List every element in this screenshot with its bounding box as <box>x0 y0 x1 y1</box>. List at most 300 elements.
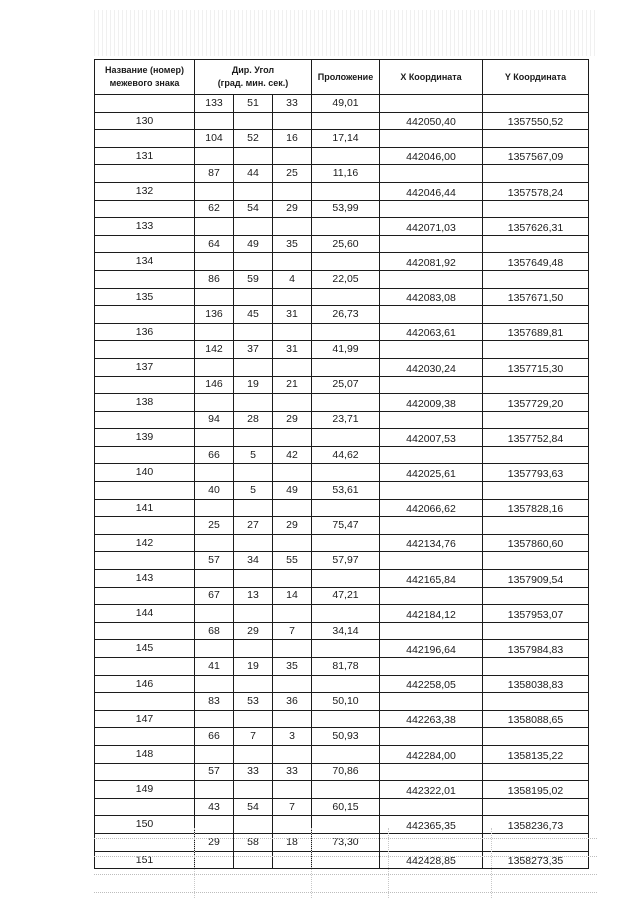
angle-degrees-cell: 86 <box>195 270 234 288</box>
y-coordinate-cell <box>483 130 589 148</box>
x-coordinate-cell <box>380 552 483 570</box>
angle-seconds-cell <box>273 675 312 693</box>
angle-minutes-cell: 58 <box>234 833 273 851</box>
angle-seconds-cell <box>273 534 312 552</box>
distance-cell <box>312 640 380 658</box>
angle-minutes-cell: 7 <box>234 728 273 746</box>
angle-minutes-cell: 45 <box>234 306 273 324</box>
mark-number: 147 <box>135 712 154 725</box>
angle-degrees-cell: 146 <box>195 376 234 394</box>
x-coordinate-cell: 442263,38 <box>380 710 483 728</box>
angle-degrees-cell <box>195 218 234 236</box>
distance-cell <box>312 288 380 306</box>
header-distance: Проложение <box>312 60 380 95</box>
mark-number: 146 <box>135 677 154 690</box>
angle-degrees-cell: 64 <box>195 235 234 253</box>
distance-cell: 49,01 <box>312 95 380 113</box>
angle-minutes-cell <box>234 429 273 447</box>
angle-minutes-cell: 34 <box>234 552 273 570</box>
angle-seconds-cell: 16 <box>273 130 312 148</box>
table-header-row <box>95 60 589 95</box>
mark-number: 150 <box>135 818 154 831</box>
segment-row <box>95 693 589 711</box>
angle-degrees-cell <box>195 745 234 763</box>
y-coordinate-cell: 1358273,35 <box>483 851 589 869</box>
angle-minutes-cell <box>234 745 273 763</box>
angle-seconds-cell: 7 <box>273 622 312 640</box>
y-coordinate-cell: 1358038,83 <box>483 675 589 693</box>
angle-degrees-cell: 133 <box>195 95 234 113</box>
segment-row <box>95 270 589 288</box>
y-coordinate-cell <box>483 728 589 746</box>
y-coordinate-cell: 1357578,24 <box>483 182 589 200</box>
angle-minutes-cell <box>234 218 273 236</box>
distance-cell: 50,93 <box>312 728 380 746</box>
x-coordinate-cell: 442081,92 <box>380 253 483 271</box>
angle-degrees-cell <box>195 605 234 623</box>
angle-minutes-cell <box>234 323 273 341</box>
mark-name-cell <box>95 411 195 429</box>
distance-cell: 26,73 <box>312 306 380 324</box>
distance-cell: 41,99 <box>312 341 380 359</box>
distance-cell <box>312 710 380 728</box>
angle-minutes-cell <box>234 781 273 799</box>
header-angle-line2: (град. мин. сек.) <box>217 78 289 88</box>
y-coordinate-cell <box>483 482 589 500</box>
angle-seconds-cell <box>273 112 312 130</box>
distance-cell <box>312 112 380 130</box>
angle-minutes-cell: 49 <box>234 235 273 253</box>
boundary-mark-row <box>95 675 589 693</box>
x-coordinate-cell <box>380 130 483 148</box>
angle-minutes-cell: 28 <box>234 411 273 429</box>
distance-cell: 25,60 <box>312 235 380 253</box>
boundary-mark-row <box>95 112 589 130</box>
distance-cell: 22,05 <box>312 270 380 288</box>
segment-row <box>95 587 589 605</box>
mark-name-cell <box>95 499 195 517</box>
angle-minutes-cell: 19 <box>234 376 273 394</box>
angle-degrees-cell <box>195 570 234 588</box>
mark-number: 139 <box>135 431 154 444</box>
mark-name-cell <box>95 745 195 763</box>
angle-degrees-cell <box>195 323 234 341</box>
angle-degrees-cell: 62 <box>195 200 234 218</box>
boundary-mark-row <box>95 323 589 341</box>
y-coordinate-cell: 1357860,60 <box>483 534 589 552</box>
mark-name-cell <box>95 95 195 113</box>
y-coordinate-cell <box>483 658 589 676</box>
angle-seconds-cell <box>273 605 312 623</box>
distance-cell <box>312 464 380 482</box>
distance-cell: 47,21 <box>312 587 380 605</box>
angle-seconds-cell <box>273 323 312 341</box>
x-coordinate-cell <box>380 411 483 429</box>
x-coordinate-cell <box>380 728 483 746</box>
boundary-mark-row <box>95 147 589 165</box>
y-coordinate-cell: 1357649,48 <box>483 253 589 271</box>
angle-seconds-cell <box>273 640 312 658</box>
mark-name-cell <box>95 165 195 183</box>
y-coordinate-cell <box>483 552 589 570</box>
mark-name-cell <box>95 763 195 781</box>
header-x-coordinate: X Координата <box>380 60 483 95</box>
y-coordinate-cell <box>483 763 589 781</box>
angle-seconds-cell <box>273 710 312 728</box>
x-coordinate-cell: 442165,84 <box>380 570 483 588</box>
y-coordinate-cell: 1357793,63 <box>483 464 589 482</box>
segment-row <box>95 552 589 570</box>
y-coordinate-cell <box>483 693 589 711</box>
distance-cell: 23,71 <box>312 411 380 429</box>
y-coordinate-cell: 1357689,81 <box>483 323 589 341</box>
boundary-mark-row <box>95 605 589 623</box>
mark-number: 138 <box>135 396 154 409</box>
header-direction-angle <box>195 60 312 95</box>
angle-degrees-cell <box>195 394 234 412</box>
distance-cell: 34,14 <box>312 622 380 640</box>
y-coordinate-cell: 1357828,16 <box>483 499 589 517</box>
mark-number: 134 <box>135 255 154 268</box>
angle-degrees-cell <box>195 288 234 306</box>
x-coordinate-cell <box>380 306 483 324</box>
table-body <box>95 95 589 869</box>
mark-name-cell <box>95 693 195 711</box>
angle-seconds-cell: 33 <box>273 95 312 113</box>
mark-number: 145 <box>135 642 154 655</box>
distance-cell <box>312 253 380 271</box>
segment-row <box>95 376 589 394</box>
mark-name-cell <box>95 341 195 359</box>
distance-cell <box>312 499 380 517</box>
mark-name-cell <box>95 306 195 324</box>
angle-degrees-cell: 66 <box>195 728 234 746</box>
mark-number: 132 <box>135 184 154 197</box>
x-coordinate-cell: 442083,08 <box>380 288 483 306</box>
mark-name-cell <box>95 253 195 271</box>
mark-name-cell <box>95 429 195 447</box>
x-coordinate-cell <box>380 658 483 676</box>
y-coordinate-cell <box>483 235 589 253</box>
mark-name-cell <box>95 182 195 200</box>
x-coordinate-cell: 442196,64 <box>380 640 483 658</box>
angle-minutes-cell: 53 <box>234 693 273 711</box>
mark-number: 133 <box>135 220 154 233</box>
distance-cell: 81,78 <box>312 658 380 676</box>
angle-minutes-cell <box>234 640 273 658</box>
angle-minutes-cell <box>234 675 273 693</box>
angle-degrees-cell <box>195 112 234 130</box>
x-coordinate-cell: 442046,44 <box>380 182 483 200</box>
angle-minutes-cell: 29 <box>234 622 273 640</box>
distance-cell <box>312 147 380 165</box>
distance-cell <box>312 429 380 447</box>
angle-degrees-cell: 57 <box>195 552 234 570</box>
distance-cell: 25,07 <box>312 376 380 394</box>
angle-minutes-cell: 54 <box>234 798 273 816</box>
boundary-mark-row <box>95 253 589 271</box>
y-coordinate-cell: 1357729,20 <box>483 394 589 412</box>
angle-degrees-cell: 68 <box>195 622 234 640</box>
x-coordinate-cell: 442284,00 <box>380 745 483 763</box>
mark-name-cell <box>95 200 195 218</box>
distance-cell: 17,14 <box>312 130 380 148</box>
angle-seconds-cell <box>273 570 312 588</box>
header-name-line1: Название (номер) <box>105 65 184 75</box>
x-coordinate-cell: 442184,12 <box>380 605 483 623</box>
y-coordinate-cell <box>483 306 589 324</box>
mark-number: 148 <box>135 747 154 760</box>
angle-degrees-cell <box>195 429 234 447</box>
mark-name-cell <box>95 394 195 412</box>
segment-row <box>95 341 589 359</box>
y-coordinate-cell <box>483 165 589 183</box>
y-coordinate-cell: 1358195,02 <box>483 781 589 799</box>
boundary-mark-row <box>95 710 589 728</box>
distance-cell <box>312 218 380 236</box>
angle-degrees-cell <box>195 640 234 658</box>
x-coordinate-cell <box>380 622 483 640</box>
mark-name-cell <box>95 570 195 588</box>
segment-row <box>95 763 589 781</box>
angle-seconds-cell: 7 <box>273 798 312 816</box>
x-coordinate-cell: 442063,61 <box>380 323 483 341</box>
mark-name-cell <box>95 605 195 623</box>
distance-cell: 70,86 <box>312 763 380 781</box>
y-coordinate-cell <box>483 270 589 288</box>
angle-degrees-cell: 87 <box>195 165 234 183</box>
distance-cell: 53,61 <box>312 482 380 500</box>
angle-minutes-cell <box>234 605 273 623</box>
header-y-coordinate: Y Координата <box>483 60 589 95</box>
angle-minutes-cell: 27 <box>234 517 273 535</box>
mark-name-cell <box>95 798 195 816</box>
scan-artifact-top <box>94 10 597 56</box>
boundary-mark-row <box>95 182 589 200</box>
angle-seconds-cell: 29 <box>273 517 312 535</box>
x-coordinate-cell <box>380 482 483 500</box>
angle-minutes-cell <box>234 710 273 728</box>
distance-cell <box>312 323 380 341</box>
angle-minutes-cell <box>234 464 273 482</box>
angle-degrees-cell <box>195 675 234 693</box>
angle-seconds-cell: 14 <box>273 587 312 605</box>
x-coordinate-cell <box>380 446 483 464</box>
angle-seconds-cell <box>273 218 312 236</box>
angle-seconds-cell: 31 <box>273 341 312 359</box>
angle-degrees-cell: 40 <box>195 482 234 500</box>
angle-seconds-cell: 55 <box>273 552 312 570</box>
y-coordinate-cell: 1357626,31 <box>483 218 589 236</box>
angle-degrees-cell <box>195 464 234 482</box>
boundary-mark-row <box>95 745 589 763</box>
mark-name-cell <box>95 235 195 253</box>
boundary-mark-row <box>95 499 589 517</box>
mark-number: 136 <box>135 325 154 338</box>
angle-minutes-cell <box>234 570 273 588</box>
angle-degrees-cell: 136 <box>195 306 234 324</box>
y-coordinate-cell: 1358236,73 <box>483 816 589 834</box>
angle-minutes-cell: 59 <box>234 270 273 288</box>
header-name-line2: межевого знака <box>109 78 180 88</box>
x-coordinate-cell: 442025,61 <box>380 464 483 482</box>
mark-name-cell <box>95 482 195 500</box>
angle-degrees-cell: 104 <box>195 130 234 148</box>
mark-name-cell <box>95 112 195 130</box>
scan-artifact-bottom <box>94 828 597 898</box>
angle-degrees-cell: 57 <box>195 763 234 781</box>
boundary-mark-row <box>95 534 589 552</box>
segment-row <box>95 200 589 218</box>
y-coordinate-cell: 1357550,52 <box>483 112 589 130</box>
x-coordinate-cell: 442071,03 <box>380 218 483 236</box>
angle-degrees-cell <box>195 710 234 728</box>
mark-name-cell <box>95 710 195 728</box>
angle-minutes-cell <box>234 182 273 200</box>
distance-cell: 11,16 <box>312 165 380 183</box>
y-coordinate-cell: 1357752,84 <box>483 429 589 447</box>
x-coordinate-cell: 442322,01 <box>380 781 483 799</box>
mark-name-cell <box>95 781 195 799</box>
distance-cell <box>312 570 380 588</box>
segment-row <box>95 798 589 816</box>
distance-cell <box>312 358 380 376</box>
angle-degrees-cell: 41 <box>195 658 234 676</box>
boundary-coordinates-table <box>94 59 589 869</box>
y-coordinate-cell <box>483 411 589 429</box>
angle-seconds-cell <box>273 288 312 306</box>
distance-cell: 60,15 <box>312 798 380 816</box>
angle-degrees-cell <box>195 781 234 799</box>
angle-minutes-cell: 52 <box>234 130 273 148</box>
segment-row <box>95 235 589 253</box>
angle-minutes-cell <box>234 534 273 552</box>
distance-cell <box>312 182 380 200</box>
distance-cell <box>312 781 380 799</box>
mark-name-cell <box>95 288 195 306</box>
angle-minutes-cell <box>234 288 273 306</box>
distance-cell <box>312 675 380 693</box>
segment-row <box>95 130 589 148</box>
mark-name-cell <box>95 130 195 148</box>
angle-minutes-cell <box>234 253 273 271</box>
mark-name-cell <box>95 376 195 394</box>
x-coordinate-cell <box>380 165 483 183</box>
angle-degrees-cell: 25 <box>195 517 234 535</box>
segment-row <box>95 306 589 324</box>
angle-degrees-cell: 66 <box>195 446 234 464</box>
mark-name-cell <box>95 446 195 464</box>
y-coordinate-cell <box>483 341 589 359</box>
x-coordinate-cell <box>380 798 483 816</box>
x-coordinate-cell: 442258,05 <box>380 675 483 693</box>
angle-degrees-cell <box>195 499 234 517</box>
mark-name-cell <box>95 534 195 552</box>
angle-seconds-cell: 36 <box>273 693 312 711</box>
mark-name-cell <box>95 675 195 693</box>
angle-seconds-cell <box>273 745 312 763</box>
mark-name-cell <box>95 658 195 676</box>
angle-degrees-cell: 67 <box>195 587 234 605</box>
angle-minutes-cell <box>234 147 273 165</box>
mark-name-cell <box>95 728 195 746</box>
angle-minutes-cell <box>234 358 273 376</box>
x-coordinate-cell: 442030,24 <box>380 358 483 376</box>
angle-minutes-cell: 54 <box>234 200 273 218</box>
angle-seconds-cell: 49 <box>273 482 312 500</box>
y-coordinate-cell: 1357984,83 <box>483 640 589 658</box>
x-coordinate-cell: 442046,00 <box>380 147 483 165</box>
mark-number: 135 <box>135 290 154 303</box>
y-coordinate-cell: 1358135,22 <box>483 745 589 763</box>
angle-seconds-cell: 29 <box>273 411 312 429</box>
angle-seconds-cell <box>273 147 312 165</box>
distance-cell <box>312 394 380 412</box>
angle-minutes-cell: 5 <box>234 482 273 500</box>
x-coordinate-cell <box>380 587 483 605</box>
angle-seconds-cell: 4 <box>273 270 312 288</box>
angle-seconds-cell: 42 <box>273 446 312 464</box>
mark-name-cell <box>95 464 195 482</box>
x-coordinate-cell: 442050,40 <box>380 112 483 130</box>
mark-number: 137 <box>135 360 154 373</box>
angle-seconds-cell <box>273 464 312 482</box>
boundary-mark-row <box>95 358 589 376</box>
x-coordinate-cell: 442007,53 <box>380 429 483 447</box>
mark-name-cell <box>95 587 195 605</box>
angle-seconds-cell <box>273 182 312 200</box>
x-coordinate-cell <box>380 270 483 288</box>
x-coordinate-cell: 442009,38 <box>380 394 483 412</box>
y-coordinate-cell: 1358088,65 <box>483 710 589 728</box>
angle-degrees-cell <box>195 253 234 271</box>
x-coordinate-cell <box>380 235 483 253</box>
y-coordinate-cell: 1357715,30 <box>483 358 589 376</box>
angle-degrees-cell <box>195 182 234 200</box>
angle-seconds-cell: 25 <box>273 165 312 183</box>
angle-seconds-cell <box>273 358 312 376</box>
angle-degrees-cell <box>195 358 234 376</box>
header-angle-line1: Дир. Угол <box>231 65 275 75</box>
boundary-mark-row <box>95 781 589 799</box>
x-coordinate-cell <box>380 763 483 781</box>
angle-minutes-cell: 5 <box>234 446 273 464</box>
y-coordinate-cell: 1357909,54 <box>483 570 589 588</box>
y-coordinate-cell <box>483 95 589 113</box>
x-coordinate-cell: 442134,76 <box>380 534 483 552</box>
mark-number: 143 <box>135 572 154 585</box>
mark-name-cell <box>95 640 195 658</box>
angle-seconds-cell <box>273 781 312 799</box>
boundary-mark-row <box>95 288 589 306</box>
x-coordinate-cell: 442428,85 <box>380 851 483 869</box>
segment-row <box>95 165 589 183</box>
distance-cell <box>312 534 380 552</box>
angle-seconds-cell: 33 <box>273 763 312 781</box>
mark-number: 131 <box>135 149 154 162</box>
angle-seconds-cell: 35 <box>273 658 312 676</box>
boundary-mark-row <box>95 640 589 658</box>
y-coordinate-cell: 1357671,50 <box>483 288 589 306</box>
y-coordinate-cell: 1357953,07 <box>483 605 589 623</box>
angle-degrees-cell <box>195 147 234 165</box>
mark-name-cell <box>95 517 195 535</box>
mark-number: 151 <box>135 853 154 866</box>
header-boundary-mark <box>95 60 195 95</box>
mark-number: 130 <box>135 114 154 127</box>
mark-name-cell <box>95 147 195 165</box>
mark-number: 140 <box>135 466 154 479</box>
